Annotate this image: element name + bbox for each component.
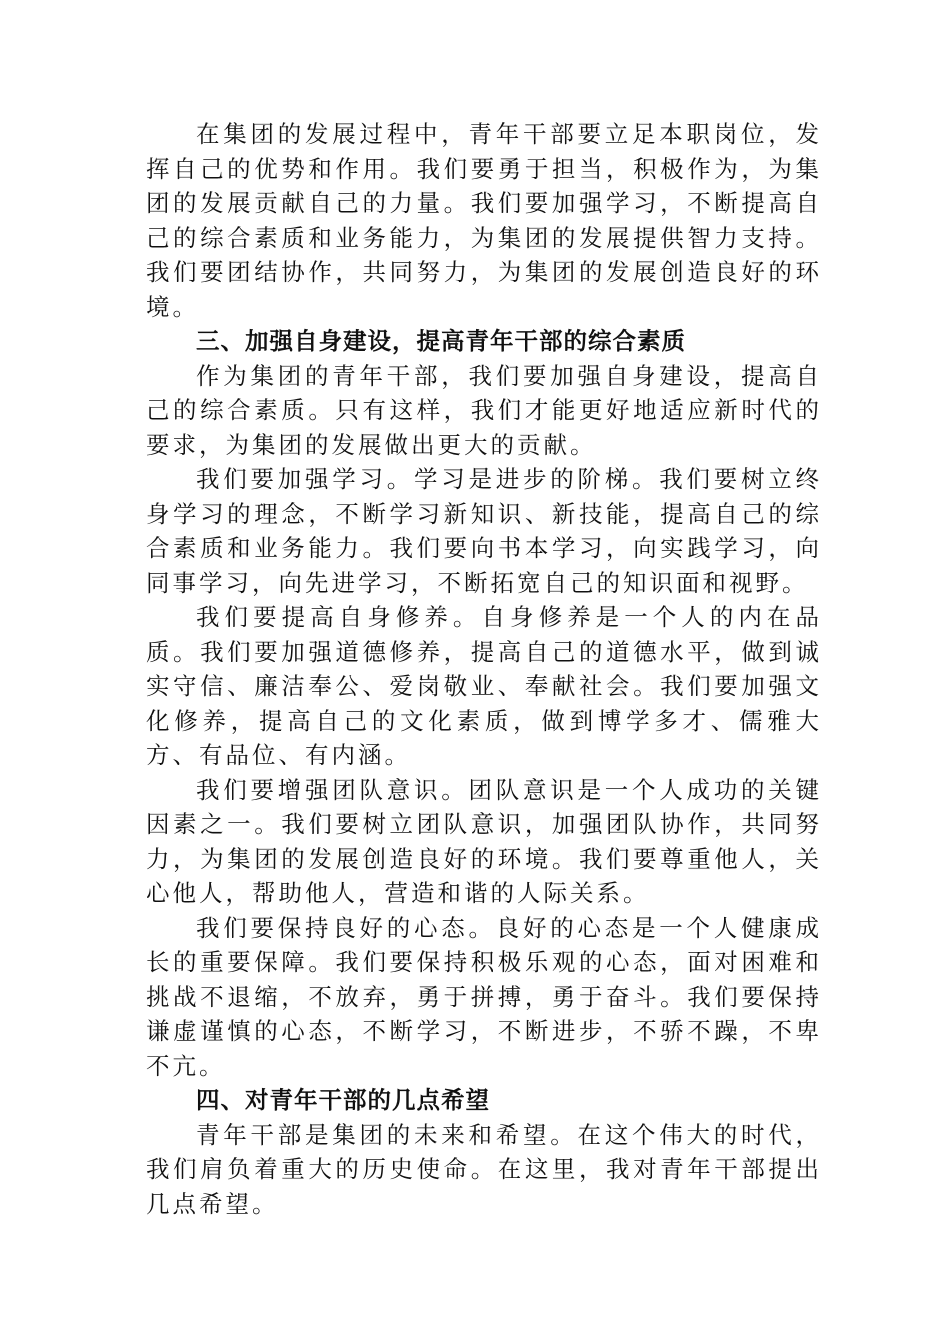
paragraph-good-mindset: 我们要保持良好的心态。良好的心态是一个人健康成长的重要保障。我们要保持积极乐观的心态，面对困难和挑战不退缩，不放弃，勇于拼搏，勇于奋斗。我们要保持谦虚谨慎的心态，不断学习，不断进步，不骄不躁，不卑不亢。	[146, 913, 822, 1080]
paragraph-group-development: 在集团的发展过程中，青年干部要立足本职岗位，发挥自己的优势和作用。我们要勇于担当，积极作为，为集团的发展贡献自己的力量。我们要加强学习，不断提高自己的综合素质和业务能力，为集团的发展提供智力支持。我们要团结协作，共同努力，为集团的发展创造良好的环境。	[146, 120, 822, 321]
document-body	[146, 117, 822, 1221]
section-heading-three: 三、加强自身建设，提高青年干部的综合素质	[196, 327, 686, 355]
paragraph-hopes: 青年干部是集团的未来和希望。在这个伟大的时代，我们肩负着重大的历史使命。在这里，我对青年干部提出几点希望。	[146, 1120, 822, 1218]
section-heading-four: 四、对青年干部的几点希望	[196, 1086, 490, 1114]
paragraph-strengthen-learning: 我们要加强学习。学习是进步的阶梯。我们要树立终身学习的理念，不断学习新知识、新技能，提高自己的综合素质和业务能力。我们要向书本学习，向实践学习，向同事学习，向先进学习，不断拓宽自己的知识面和视野。	[146, 465, 822, 597]
paragraph-self-building: 作为集团的青年干部，我们要加强自身建设，提高自己的综合素质。只有这样，我们才能更好地适应新时代的要求，为集团的发展做出更大的贡献。	[146, 361, 822, 459]
paragraph-team-awareness: 我们要增强团队意识。团队意识是一个人成功的关键因素之一。我们要树立团队意识，加强团队协作，共同努力，为集团的发展创造良好的环境。我们要尊重他人，关心他人，帮助他人，营造和谐的人际关系。	[146, 775, 822, 907]
paragraph-self-cultivation: 我们要提高自身修养。自身修养是一个人的内在品质。我们要加强道德修养，提高自己的道德水平，做到诚实守信、廉洁奉公、爱岗敬业、奉献社会。我们要加强文化修养，提高自己的文化素质，做到博学多才、儒雅大方、有品位、有内涵。	[146, 603, 822, 769]
